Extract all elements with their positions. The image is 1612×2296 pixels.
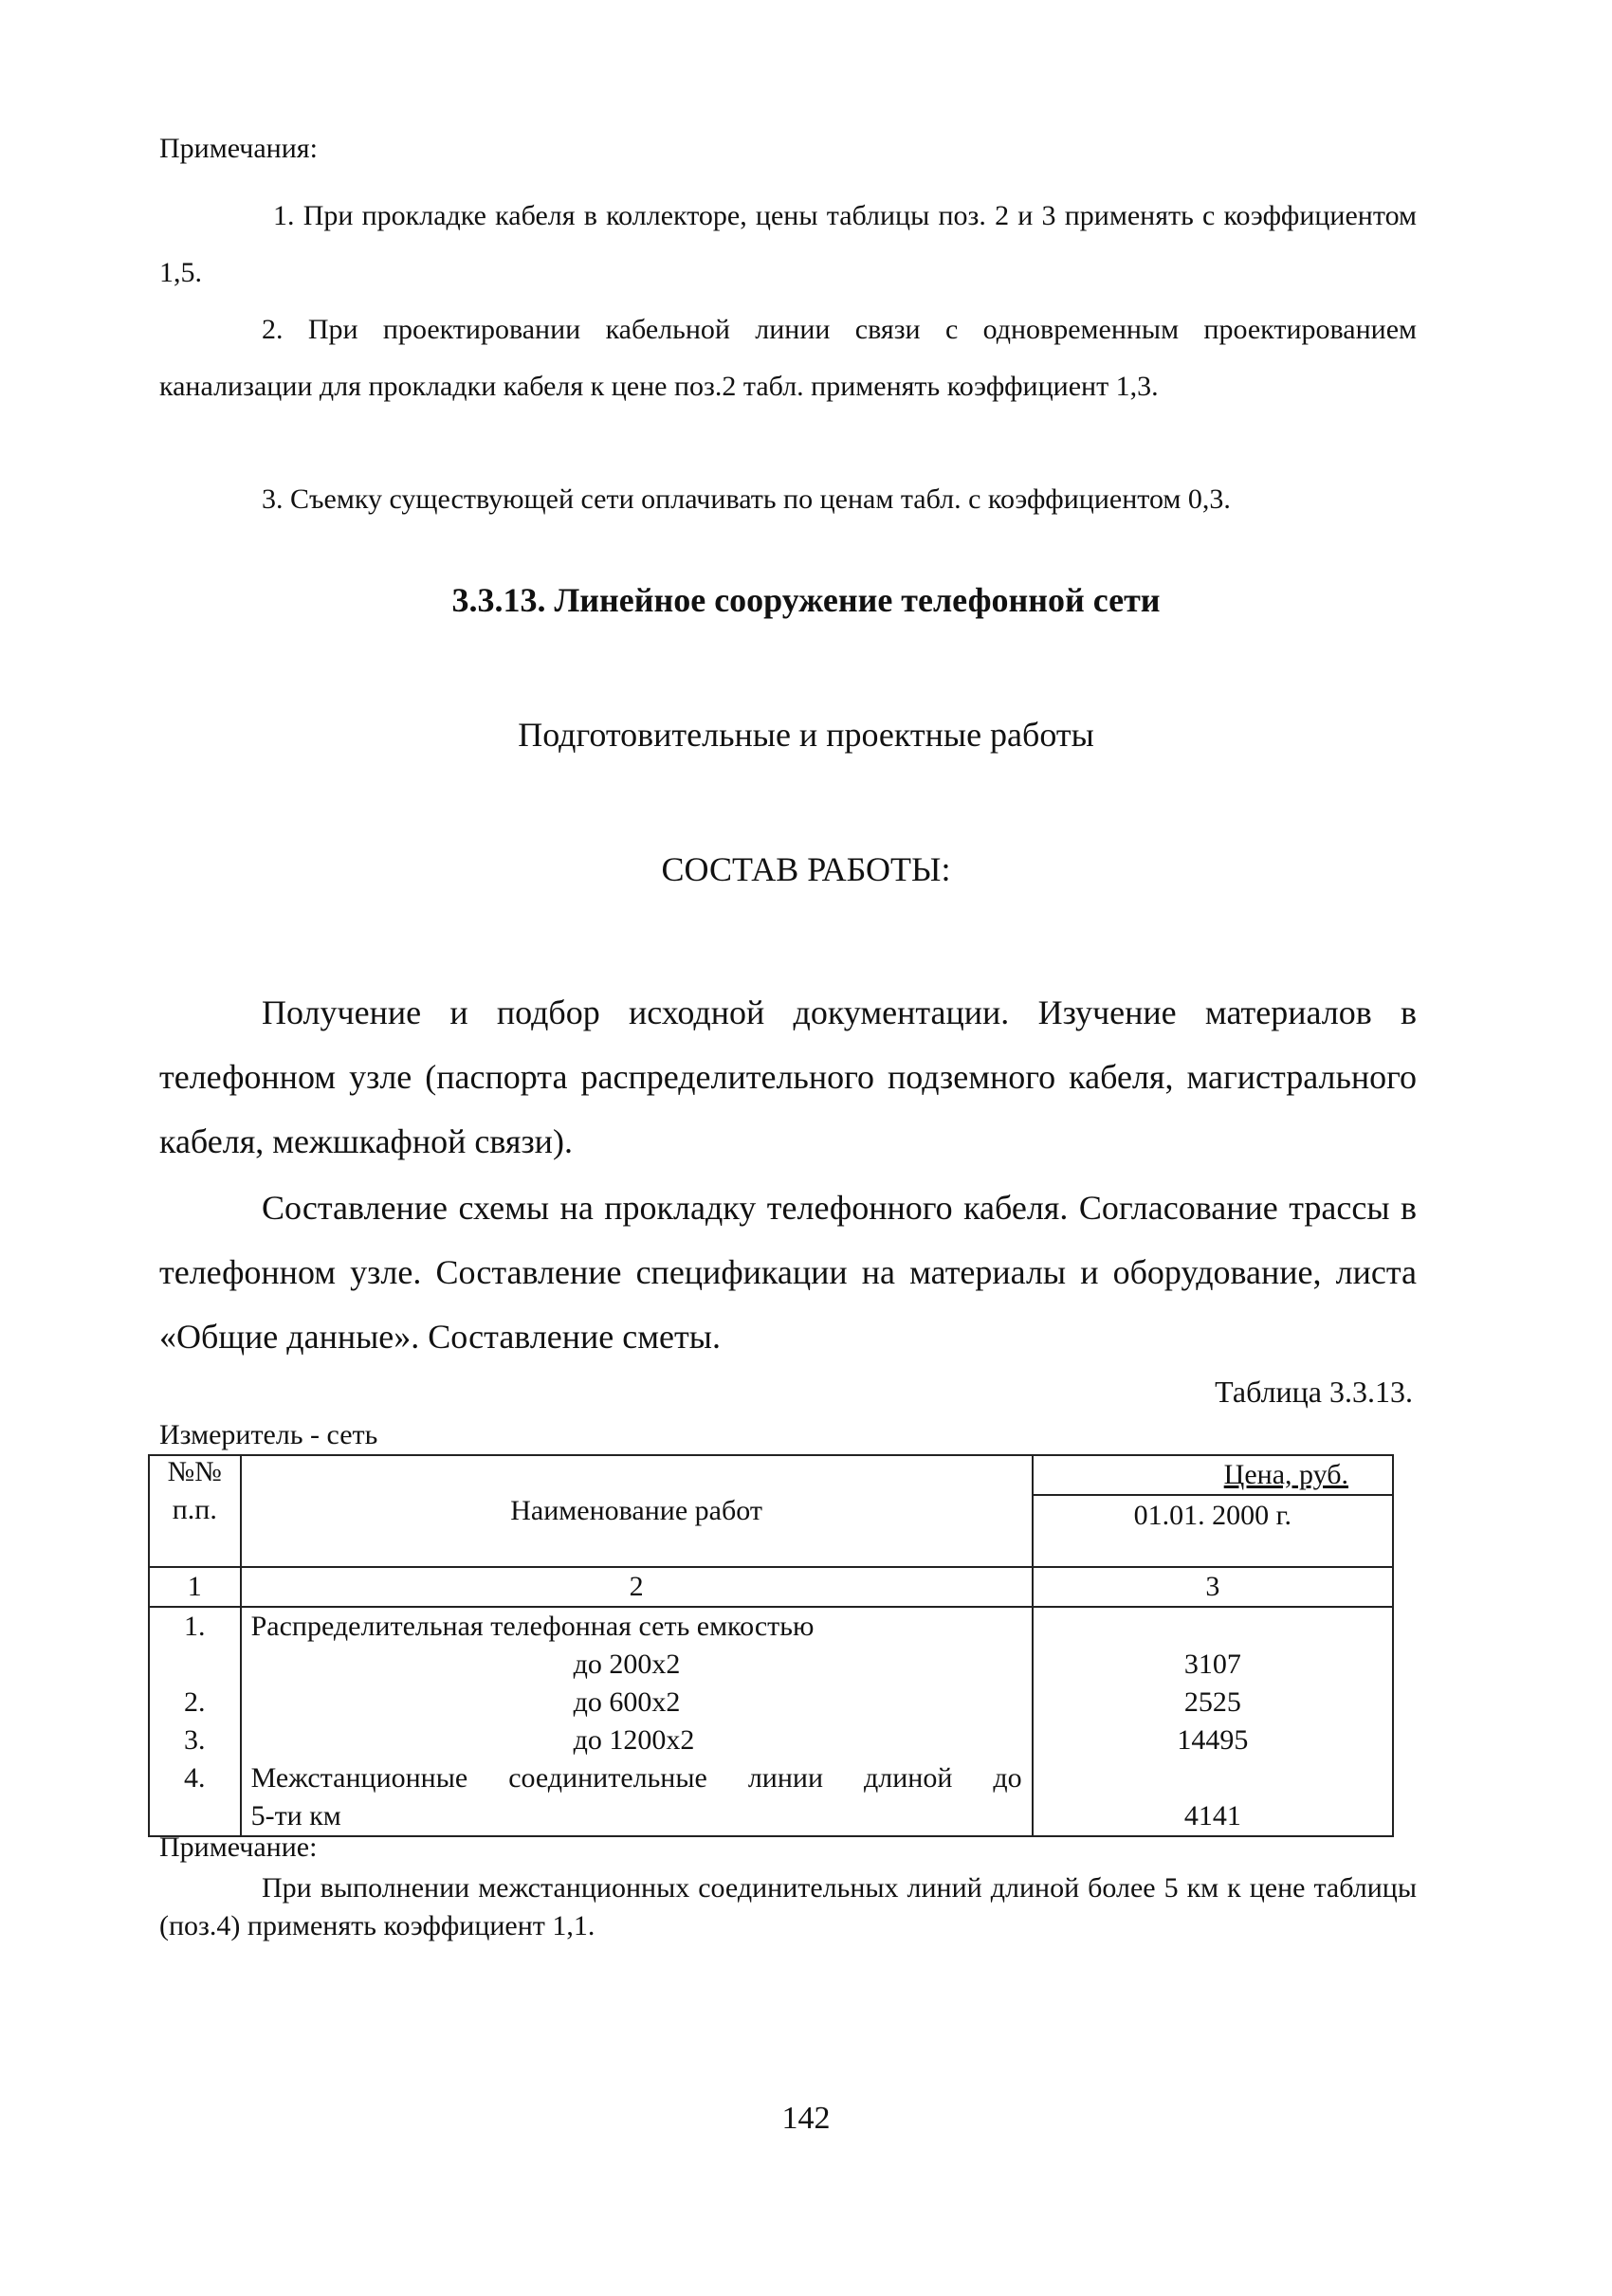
table-index-row [149, 1567, 1393, 1607]
note-item-2: 2. При проектировании кабельной линии связи с одновременным проектированием канализации для прокладки кабеля к цене поз.2 табл. применять коэффициент 1,3. [159, 314, 1417, 402]
row-price-2: 2525 [1183, 1686, 1241, 1718]
index-cell-1: 1 [149, 1567, 241, 1607]
table-header-row [149, 1455, 1393, 1567]
body-name-column [241, 1607, 1033, 1836]
row-name-1: до 200х2 [573, 1649, 681, 1680]
row-name-3: до 1200х2 [573, 1724, 695, 1756]
note-item-3: 3. Съемку существующей сети оплачивать по ценам табл. с коэффициентом 0,3. [262, 483, 1231, 515]
header-price-line2: 01.01. 2000 г. [1034, 1494, 1392, 1536]
index-cell-3: 3 [1033, 1567, 1393, 1607]
table-caption: Таблица 3.3.13. [1215, 1375, 1413, 1409]
group-title-1: Распределительная телефонная сеть емкостью [250, 1611, 815, 1642]
row-price-3: 14495 [1177, 1724, 1249, 1756]
row-num-2: 2. [184, 1686, 206, 1718]
table-note-heading: Примечание: [159, 1831, 318, 1863]
header-num-line2: п.п. [172, 1494, 217, 1525]
index-cell-2: 2 [241, 1567, 1033, 1607]
row-name-4-line2: 5-ти км [250, 1800, 341, 1831]
body-num-column [149, 1607, 241, 1836]
table-note-text: При выполнении межстанционных соединительных линий длиной более 5 км к цене таблицы (поз.4) применять коэффициент 1,1. [159, 1872, 1417, 1941]
notes-heading: Примечания: [159, 133, 318, 164]
row-price-4: 4141 [1183, 1800, 1241, 1831]
table-body-row [149, 1607, 1393, 1836]
row-price-1: 3107 [1183, 1649, 1241, 1680]
row-num-1: 1. [184, 1611, 206, 1642]
row-name-2: до 600х2 [573, 1686, 681, 1718]
header-price-line1: Цена, руб. [1223, 1459, 1348, 1490]
price-table [148, 1454, 1394, 1837]
header-price-cell [1033, 1455, 1393, 1567]
row-num-4: 4. [184, 1762, 206, 1794]
note-item-1: 1. При прокладке кабеля в коллекторе, цены таблицы поз. 2 и 3 применять с коэффициентом 1,5. [159, 200, 1417, 288]
composition-title: СОСТАВ РАБОТЫ: [661, 850, 951, 888]
section-subheading: Подготовительные и проектные работы [518, 716, 1094, 754]
header-num-line1: №№ [167, 1456, 222, 1487]
measure-label: Измеритель - сеть [159, 1419, 378, 1450]
composition-paragraph-2: Составление схемы на прокладку телефонного кабеля. Согласование трассы в телефонном узле. Составление спецификации на материалы и оборудование, листа «Общие данные». Составление сметы. [159, 1189, 1417, 1356]
body-price-column [1033, 1607, 1393, 1836]
composition-paragraph-1: Получение и подбор исходной документации. Изучение материалов в телефонном узле (паспорта распределительного подземного кабеля, магистрального кабеля, межшкафной связи). [159, 993, 1417, 1160]
header-name-cell: Наименование работ [241, 1455, 1033, 1567]
page-number: 142 [781, 2101, 831, 2136]
section-heading: 3.3.13. Линейное сооружение телефонной сети [451, 581, 1161, 619]
header-num-cell [149, 1455, 241, 1567]
row-name-4-line1: Межстанционные соединительные линии длиной до [250, 1762, 1022, 1794]
row-num-3: 3. [184, 1724, 206, 1756]
